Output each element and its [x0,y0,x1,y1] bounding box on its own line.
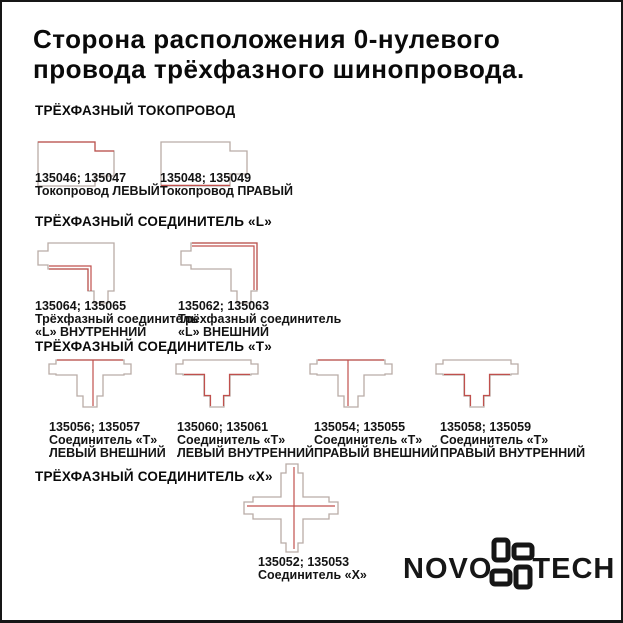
section-heading-t-connector: ТРЁХФАЗНЫЙ СОЕДИНИТЕЛЬ «Т» [35,339,272,354]
l-external-codes: 135062; 135063 [178,299,270,313]
t-right-external-label [314,421,439,460]
l-external-name1: Трёхфазный соединитель [178,312,342,326]
logo-text-tech: TECH [532,552,616,585]
page-title-line2: провода трёхфазного шинопровода. [33,54,525,84]
x-connector-figure [243,463,339,553]
novotech-logo [403,537,615,593]
logo-text-novo: NOVO [403,552,493,585]
l-internal-name1: Трёхфазный соединитель [35,312,199,326]
t-left-internal-name1: Соединитель «Т» [177,433,286,447]
l-connector-external-figure [180,242,258,304]
conductor-left-label [35,172,160,198]
neutral-wire-line-inner [192,246,254,290]
conductor-right-name: Токопровод ПРАВЫЙ [160,184,293,198]
t-left-external-codes: 135056; 135057 [49,420,141,434]
neutral-wire-line-right [484,374,511,406]
t-right-external-codes: 135054; 135055 [314,420,406,434]
t-left-internal-label [177,421,314,460]
t-left-external-name2: ЛЕВЫЙ ВНЕШНИЙ [49,446,166,460]
t-right-internal-codes: 135058; 135059 [440,420,532,434]
l-external-outline [181,243,257,303]
pinwheel-square-br [516,567,530,587]
t-right-external-name1: Соединитель «Т» [314,433,423,447]
t-connector-left-external-figure [48,359,132,409]
t-left-external-name1: Соединитель «Т» [49,433,158,447]
t-right-external-outline [310,360,392,407]
neutral-wire-line-inner [49,266,91,291]
l-internal-name2: «L» ВНУТРЕННИЙ [35,325,147,339]
l-external-name2: «L» ВНЕШНИЙ [178,325,269,339]
neutral-wire-line [184,374,211,406]
page-title-line1: Сторона расположения 0-нулевого [33,24,501,54]
neutral-wire-line [38,142,114,151]
t-connector-right-external-figure [309,359,393,409]
t-left-internal-outline [176,360,258,407]
conductor-right-codes: 135048; 135049 [160,171,252,185]
x-connector-outline [244,464,338,552]
conductor-right-label [160,172,293,198]
section-heading-l-connector: ТРЁХФАЗНЫЙ СОЕДИНИТЕЛЬ «L» [35,214,272,229]
t-left-internal-name2: ЛЕВЫЙ ВНУТРЕННИЙ [177,446,314,460]
novotech-pinwheel-icon [489,537,535,593]
t-left-internal-codes: 135060; 135061 [177,420,269,434]
l-internal-codes: 135064; 135065 [35,299,127,313]
t-right-internal-name1: Соединитель «Т» [440,433,549,447]
conductor-left-codes: 135046; 135047 [35,171,127,185]
page-title [33,24,608,84]
t-connector-left-internal-figure [175,359,259,409]
t-right-internal-name2: ПРАВЫЙ ВНУТРЕННИЙ [440,446,586,460]
pinwheel-square-tr [514,545,532,558]
t-left-external-outline [49,360,131,407]
l-connector-external-label [178,300,341,339]
l-connector-internal-label [35,300,198,339]
section-heading-conductor: ТРЁХФАЗНЫЙ ТОКОПРОВОД [35,103,236,118]
x-connector-name: Соединитель «Х» [258,568,367,582]
section-heading-x-connector: ТРЁХФАЗНЫЙ СОЕДИНИТЕЛЬ «Х» [35,469,273,484]
l-connector-internal-figure [37,242,115,304]
t-right-internal-label [440,421,585,460]
pinwheel-square-bl [492,571,510,584]
neutral-wire-line [444,374,471,406]
x-connector-codes: 135052; 135053 [258,555,350,569]
neutral-wire-line-right [224,374,251,406]
neutral-wire-line [49,269,88,291]
t-left-external-label [49,421,166,460]
conductor-left-name: Токопровод ЛЕВЫЙ [35,184,160,198]
x-connector-label [258,556,367,582]
neutral-wire-line [192,243,257,290]
t-right-internal-outline [436,360,518,407]
t-connector-right-internal-figure [435,359,519,409]
pinwheel-square-tl [494,540,508,560]
l-internal-outline [38,243,114,303]
t-right-external-name2: ПРАВЫЙ ВНЕШНИЙ [314,446,439,460]
